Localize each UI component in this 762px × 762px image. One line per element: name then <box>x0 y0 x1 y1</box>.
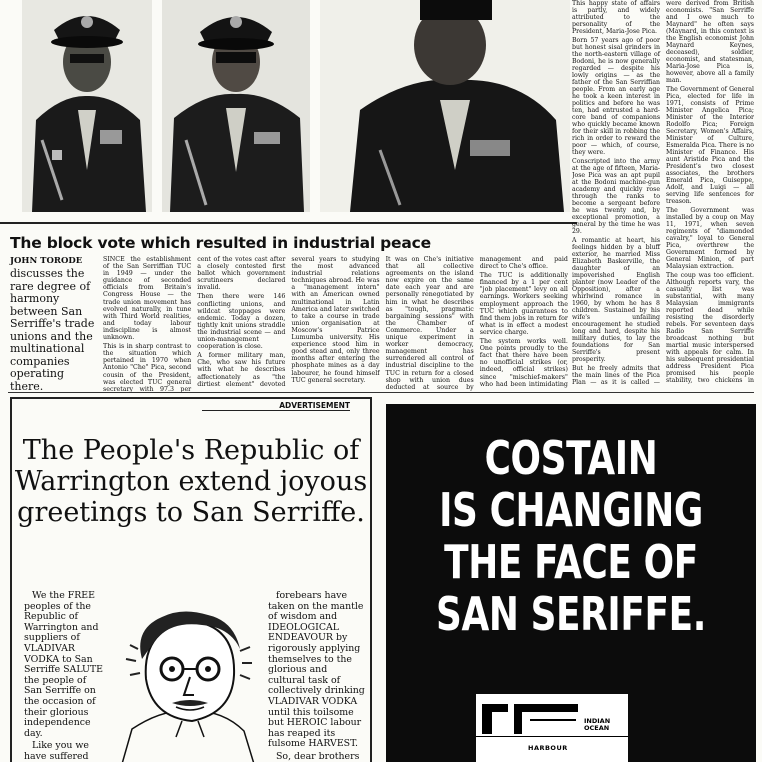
logo-text-indian: INDIAN <box>584 717 611 725</box>
article-paragraph: A former military man, Che, who saw his future with what he describes affectionately as "the dirtiest element" devoted several years to studying the most advanced industrial relations techniques abroad. He was a "management intern" with an American owned multinational in Latin America and later switched to take a course in trade union organisation at Moscow's Patrice Lumumba university. His experience stood him in good stead and, only three months after entering the phosphate mines as a day labourer, he found himself TUC general secretary. <box>197 256 380 388</box>
sidebar-paragraph: Born 57 years ago of poor but honest sisal grinders in the north-eastern village of Bodoni, he is now generally regarded — despite his lowly origins — as the father of the San Serriffian people. From an early age he took a keen interest in politics and before he was ten, had entrusted a hard-core band of companions who quickly became known for their skill in robbing the rich in order to reward the poor — which, of course, they were. <box>572 37 660 156</box>
article-paragraph: This is in sharp contrast to the situation which pertained in 1970 when Antonio "Che" Pica, second cousin of the President, was elected TUC general secretary with 97.3 per cent of the votes cast after a closely contested first ballot which government scrutineers declared invalid. <box>103 256 286 393</box>
ad-paragraph: We the FREE peoples of the Republic of Warrington and suppliers of VLADIVAR VODKA to San Serriffe SALUTE the people of San Serriffe on the occasion of their glorious independence day. <box>24 590 104 739</box>
article-headline: The block vote which resulted in industrial peace <box>10 234 431 252</box>
slogan-line: COSTAIN <box>484 431 658 485</box>
article-paragraph: Then there were 146 conflicting unions, and wildcat stoppages were endemic. Today a dozen, tightly knit unions straddle the industrial scene — and union-management cooperation is close. <box>197 293 286 351</box>
photo-strip <box>0 0 577 224</box>
harbour-map-icon <box>480 698 580 736</box>
article-paragraph: It was on Che's initiative that all collective agreements on the island now expire on the same date each year and are personally renegotiated by him in what he describes as "tough, pragmatic bargaining sessions" with the Chamber of Commerce. Under a unique experiment in worker democracy, management has surrendered all control of industrial discipline to the TUC in return for a closed shop with union dues deducted at source by management and paid direct to Che's office. <box>385 256 568 391</box>
photo-general-portrait-1 <box>22 0 152 212</box>
article-paragraph: The system works well. One points proudly to the fact that there have been no unofficial strikes (or, indeed, official strikes) since "mischief-makers" who had been intimidating <box>479 338 568 388</box>
costain-slogan <box>427 432 716 640</box>
ad-paragraph: So, dear brothers <box>276 750 360 762</box>
ad-paragraph: forebears have taken on the mantle of wisdom and IDEOLOGICAL ENDEAVOUR by rigorously applying themselves to the glorious and cultural task of collectively drinking VLADIVAR VODKA until this toilsome but HEROIC labour has reaped its fulsome HARVEST. <box>268 590 365 750</box>
slogan-line: THE FACE OF <box>444 535 698 589</box>
sidebar-paragraph: The Government was installed by a coup on May 11, 1971, when seven regiments of "diamonded cavalry," loyal to General Pica, overthrew the Government formed by General Minion, of part Malaysian extraction. <box>666 207 754 270</box>
caricature-illustration <box>112 609 264 762</box>
byline-intro: discusses the rare degree of harmony between San Serriffe's trade unions and the multinational companies operating there. <box>10 267 95 393</box>
sidebar-column <box>572 0 754 388</box>
photo-general-portrait-2 <box>162 0 310 212</box>
article-paragraph: The TUC is additionally financed by a 1 per cent "job placement" levy on all earnings. Workers seeking employment approach the TUC which guarantees to find them jobs in return for what is in effect a modest service charge. <box>479 272 568 336</box>
ad-text-right <box>268 591 366 762</box>
byline-box <box>10 256 96 393</box>
sidebar-paragraph: A romantic at heart, his feelings hidden by a bluff exterior, he married Miss Elizabeth Baskerville, the daughter of an impoverished English planter (now Leader of the Opposition), after a whirlwind romance in 1960, by whom he has 8 children. Sustained by his wife's unfailing encouragement he studied long and hard, despite his military duties, to lay the foundations for San Serriffe's present prosperity. <box>572 237 660 363</box>
byline-name: JOHN TORODE <box>10 256 83 266</box>
logo-text-harbour: HARBOUR <box>528 744 568 752</box>
slogan-line: IS CHANGING <box>439 483 703 537</box>
logo-rule <box>476 736 628 737</box>
ad-headline: The People's Republic of Warrington extend joyous greetings to San Serriffe. <box>14 435 368 528</box>
advertisement-label: ADVERTISEMENT <box>279 401 350 410</box>
costain-advertisement <box>386 404 756 762</box>
ad-label-rule <box>202 410 350 411</box>
photo-general-portrait-3 <box>320 0 570 212</box>
sidebar-paragraph: This happy state of affairs is partly, and widely attributed to the personality of the President, Maria-Jose Pica. <box>572 0 660 35</box>
harbour-logo <box>476 694 628 762</box>
logo-text-ocean: OCEAN <box>584 724 610 732</box>
ad-text-left <box>24 591 106 762</box>
sidebar-paragraph: Conscripted into the army at the age of fifteen, Maria-Jose Pica was an apt pupil at the Bodoni machine-gun academy and quickly rose through the ranks to become a sergeant before he was twenty and, by exceptional promotion, a general by the time he was 29. <box>572 158 660 235</box>
warrington-advertisement <box>10 397 372 762</box>
article-paragraph: SINCE the establishment of the San Serriffian TUC in 1949 — under the guidance of seconded officials from Britain's Congress House — the trade union movement has evolved naturally, in tune with Third World realities, and today labour indiscipline is almost unknown. <box>103 256 192 342</box>
sidebar-paragraph: The Government of General Pica, elected for life in 1971, consists of Prime Minister Angelica Pica; Minister of the Interior Rodolfo Pica; Foreign Secretary, Women's Affairs, Minister of Culture, Esmeralda Pica. There is no Minister of Finance. His aunt Aristide Pica and the President's two closest associates, the brothers Emerald Pica, Guiseppe, Adolf, and Luigi — all serving life sentences for treason. <box>666 86 754 205</box>
logo-text-block <box>584 718 610 732</box>
sidebar-paragraph: But he freely admits that the main lines of the Pica Plan — as it is called — were derived from British economists. "San Serriffe and I owe much to Maynard" he often says (Maynard, in this context is the English economist John Maynard Keynes, deceased), soldier, economist, and statesman, Maria-Jose Pica is, however, above all a family man. <box>572 0 754 386</box>
article-body <box>103 256 568 394</box>
section-divider <box>8 392 754 393</box>
sidebar-paragraph: The coup was too efficient. Although reports vary, the casualty list was substantial, with many Malaysian immigrants reported dead while resisting the disorderly rebels. For seventeen days Radio San Serriffe broadcast nothing but martial music interspersed with appeals for calm. In his subsequent presidential address President Pica promised his people stability, two chickens in <box>666 272 754 384</box>
slogan-line: SAN SERIFFE. <box>436 587 706 641</box>
ad-paragraph: Like you we have suffered <box>24 740 89 762</box>
